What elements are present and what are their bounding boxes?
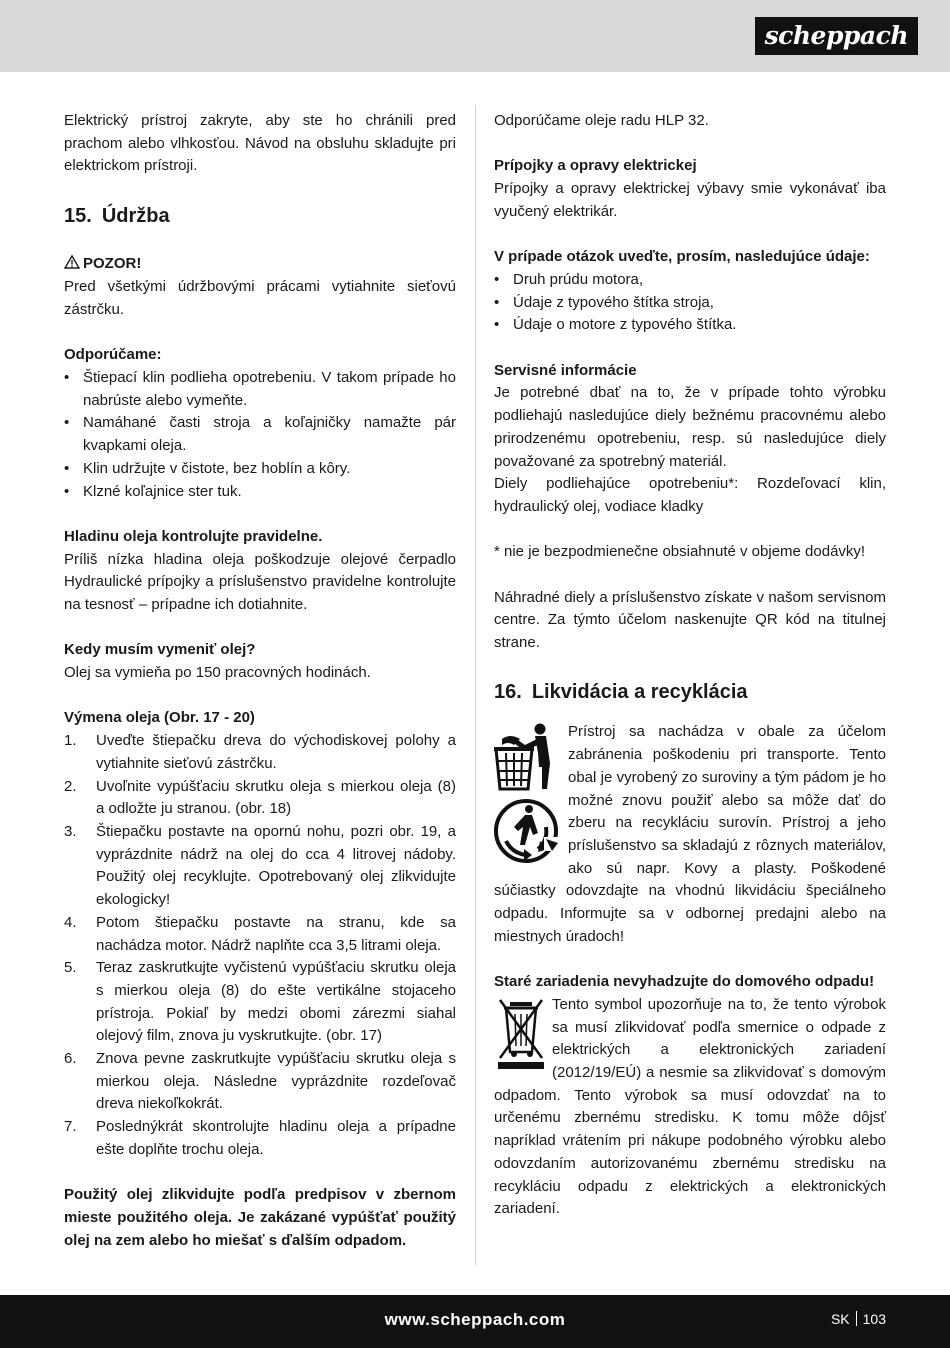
step-item: 4. Potom štiepačku postavte na stranu, kde sa nachádza motor. Nádrž naplňte cca 3,5 litrami oleja. (64, 913, 456, 954)
list-item: • Klzné koľajnice ster tuk. (64, 481, 456, 504)
recycle-icon (492, 797, 564, 869)
separator (856, 1311, 857, 1326)
left-column (64, 110, 456, 1252)
section-number: 15. (64, 204, 92, 227)
warning-triangle-icon (64, 255, 80, 269)
section-15-heading (64, 201, 456, 231)
oil-change-steps (64, 730, 456, 1161)
step-item: 7. Poslednýkrát skontrolujte hladinu oleja a prípadne ešte doplňte trochu oleja. (64, 1118, 456, 1158)
wear-parts-text: Diely podliehajúce opotrebeniu*: Rozdeľovací klin, hydraulický olej, vodiace kladky (494, 475, 886, 515)
column-divider (475, 105, 476, 1265)
right-column (494, 110, 886, 1221)
oil-recommendation: Odporúčame oleje radu HLP 32. (494, 112, 709, 129)
recycling-block (494, 721, 886, 948)
list-item: • Štiepací klin podlieha opotrebeniu. V takom prípade ho nabrúste alebo vymeňte. (64, 367, 456, 412)
footnote: * nie je bezpodmienečne obsiahnuté v objeme dodávky! (494, 543, 866, 561)
weee-text: Tento symbol upozorňuje na to, že tento výrobok sa musí zlikvidovať podľa smernice o odpade z elektrických a elektronických zariadení (2012/19/EÚ) a nesmie sa zlikvidovať s domovým odpadom. Tento výrobok sa musí odovzdať na to určenému zbernému stredisku. K tomu môže dôjsť napríklad vrátením pri nákupe podobného výrobku alebo odovzdaním autorizovanému zbernému stredisku na recykláciu odpadu z elektrických a elektronických zariadení. (494, 995, 886, 1218)
section-16-heading (494, 677, 886, 707)
step-item: 2. Uvoľnite vypúšťaciu skrutku oleja s mierkou oleja (8) a odložte ju stranou. (obr. 18) (64, 777, 456, 818)
weee-heading: Staré zariadenia nevyhadzujte do domového odpadu! (494, 973, 875, 991)
electrical-heading: Prípojky a opravy elektrickej (494, 157, 697, 175)
step-item: 5. Teraz zaskrutkujte vyčistenú vypúšťaciu skrutku oleja s mierkou oleja (8) do ešte vertikálne stojaceho prístroja. Pokiaľ by medzi obomi zárezmi siahal olejový film, znova ju vyskrutkujte. (obr. 17) (64, 959, 456, 1045)
oil-level-heading: Hladinu oleja kontrolujte pravidelne. (64, 527, 323, 545)
electrical-text: Prípojky a opravy elektrickej výbavy smie vykonávať iba vyučený elektrikár. (494, 180, 886, 220)
list-item: • Druh prúdu motora, (494, 269, 886, 292)
questions-list (494, 269, 886, 337)
section-title: Likvidácia a recyklácia (531, 681, 748, 704)
when-change-heading: Kedy musím vymeniť olej? (64, 641, 256, 659)
list-item: • Údaje o motore z typového štítka. (494, 314, 886, 337)
section-title: Údržba (101, 204, 170, 227)
website-link[interactable]: www.scheppach.com (384, 1310, 566, 1329)
step-item: 1. Uveďte štiepačku dreva do východiskovej polohy a vytiahnite sieťovú zástrčku. (64, 732, 456, 772)
page-number: 103 (862, 1311, 886, 1327)
step-item: 3. Štiepačku postavte na opornú nohu, pozri obr. 19, a vyprázdnite nádrž na olej do cca 4 litrovej nádoby. Použitý olej recyklujte. Opotrebovaný olej zlikvidujte ekologicky! (64, 823, 456, 909)
service-text: Je potrebné dbať na to, že v prípade tohto výrobku podliehajú nasledujúce diely bežnému pracovnému alebo prirodzenému opotrebeniu, resp. sú nasledujúce diely považované za spotrebný materiál. (494, 384, 886, 470)
recycling-text: Prístroj sa nachádza v obale za účelom zabránenia poškodeniu pri transporte. Tento obal je vyrobený zo suroviny a tým pádom je ho možné znovu použiť alebo sa môže dať do zberu na recykláciu surovín. Prístroj a jeho príslušenstvo sa skladajú z rôznych materiálov, ako sú napr. Kovy a plasty. Poškodené súčiastky odovzdajte na vhodnú likvidáciu špeciálneho odpadu. Informujte sa v odbornej predajni alebo na miestnych úradoch! (494, 723, 886, 945)
recommend-heading: Odporúčame: (64, 346, 162, 364)
footer-bar (0, 1295, 950, 1348)
spare-parts-text: Náhradné diely a príslušenstvo získate v našom servisnom centre. Za týmto účelom naskenujte QR kód na titulnej strane. (494, 588, 886, 652)
recommend-list (64, 367, 456, 503)
section-number: 16. (494, 681, 522, 704)
used-oil-warning: Použitý olej zlikvidujte podľa predpisov v zbernom mieste použitého oleja. Je zakázané vypúšťať použitý olej na zem alebo ho miešať s ďalším odpadom. (64, 1186, 456, 1249)
page-indicator (831, 1311, 886, 1327)
when-change-text: Olej sa vymieňa po 150 pracovných hodinách. (64, 664, 371, 682)
language-code: SK (830, 1311, 850, 1327)
header-bar (0, 0, 950, 72)
trash-bin-person-icon (492, 723, 564, 791)
warning-text: Pred všetkými údržbovými prácami vytiahnite sieťovú zástrčku. (64, 278, 456, 318)
oil-level-text: Príliš nízka hladina oleja poškodzuje olejové čerpadlo Hydraulické prípojky a príslušenstvo pravidelne kontrolujte na tesnosť – prípadne ich dotiahnite. (64, 550, 456, 613)
intro-paragraph: Elektrický prístroj zakryte, aby ste ho chránili pred prachom alebo vlhkosťou. Návod na obsluhu skladujte pri elektrickom prístroji. (64, 112, 456, 175)
service-heading: Servisné informácie (494, 361, 637, 379)
questions-heading: V prípade otázok uveďte, prosím, nasledujúce údaje: (494, 248, 870, 266)
warning-heading: POZOR! (64, 253, 456, 276)
list-item: • Klin udržujte v čistote, bez hoblín a kôry. (64, 458, 456, 481)
brand-logo: scheppach (755, 17, 918, 55)
step-item: 6. Znova pevne zaskrutkujte vypúšťaciu skrutku oleja s mierkou oleja. Následne vyprázdnite rozdeľovač dreva niekoľkokrát. (64, 1050, 456, 1113)
list-item: • Namáhané časti stroja a koľajničky namažte pár kvapkami oleja. (64, 412, 456, 457)
oil-change-heading: Výmena oleja (Obr. 17 - 20) (64, 709, 255, 727)
weee-crossed-bin-icon (494, 996, 548, 1072)
weee-block (494, 994, 886, 1221)
list-item: • Údaje z typového štítka stroja, (494, 292, 886, 315)
